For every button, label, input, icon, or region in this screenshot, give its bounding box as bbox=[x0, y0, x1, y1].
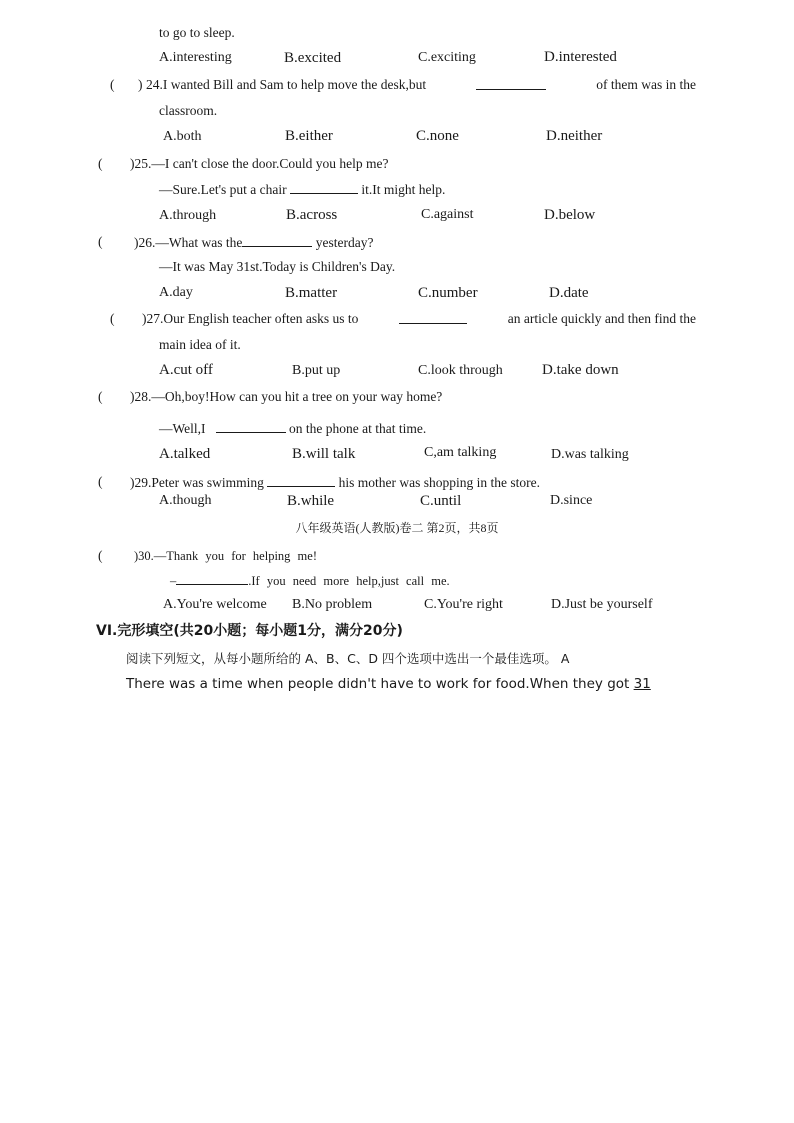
q26-option-d[interactable]: D.date bbox=[549, 285, 589, 301]
q29-number: )29. bbox=[130, 475, 152, 490]
q26-option-a[interactable]: A.day bbox=[159, 285, 193, 300]
q23-tail: to go to sleep. bbox=[159, 25, 235, 40]
q29-answer-blank[interactable] bbox=[267, 473, 335, 487]
q28-number: )28. bbox=[130, 389, 152, 404]
q26-paren-open: ( bbox=[98, 234, 103, 249]
q25-line2 bbox=[159, 180, 445, 199]
q30-response-after: .If you need more help,just call me. bbox=[248, 574, 450, 588]
q29-option-c[interactable]: C.until bbox=[420, 493, 462, 509]
q28-option-b[interactable]: B.will talk bbox=[292, 446, 356, 462]
q29-text-after: his mother was shopping in the store. bbox=[338, 475, 540, 490]
q29-stem bbox=[130, 473, 540, 492]
q27-continuation: main idea of it. bbox=[159, 337, 241, 352]
q30-paren-open: ( bbox=[98, 548, 103, 563]
q25-option-b[interactable]: B.across bbox=[286, 207, 338, 223]
q24-paren-close: ) bbox=[138, 77, 143, 92]
q27-option-d[interactable]: D.take down bbox=[542, 362, 619, 378]
q26-option-c[interactable]: C.number bbox=[418, 285, 478, 301]
q24-option-d[interactable]: D.neither bbox=[546, 128, 603, 144]
q28-option-d[interactable]: D.was talking bbox=[551, 447, 629, 462]
q25-answer-blank[interactable] bbox=[290, 180, 358, 194]
q30-line1 bbox=[134, 547, 317, 565]
q30-number: )30. bbox=[134, 549, 154, 563]
q25-paren-open: ( bbox=[98, 156, 103, 171]
q26-option-b[interactable]: B.matter bbox=[285, 285, 338, 301]
section-instruction: 阅读下列短文，从每小题所给的 A、B、C、D 四个选项中选出一个最佳选项。 A bbox=[126, 651, 570, 666]
q28-option-a[interactable]: A.talked bbox=[159, 446, 211, 462]
q23-option-a[interactable]: A.interesting bbox=[159, 50, 232, 65]
q28-line1 bbox=[130, 388, 442, 406]
q27-answer-blank[interactable] bbox=[399, 310, 467, 324]
q24-option-a[interactable]: A.both bbox=[163, 129, 202, 144]
q29-text-before: Peter was swimming bbox=[151, 475, 264, 490]
q30-question: —Thank you for helping me! bbox=[153, 549, 317, 563]
q26-line2: —It was May 31st.Today is Children's Day. bbox=[159, 259, 396, 274]
blank-31-number: 31 bbox=[633, 676, 651, 692]
q28-answer-blank[interactable] bbox=[216, 419, 286, 433]
page-footer: 八年级英语(人教版)卷二 第2页，共8页 bbox=[295, 521, 499, 535]
q26-answer-blank[interactable] bbox=[242, 233, 312, 247]
q24-answer-blank[interactable] bbox=[476, 76, 546, 90]
q24-text-before: I wanted Bill and Sam to help move the desk,but bbox=[162, 77, 427, 92]
q29-paren-open: ( bbox=[98, 474, 103, 489]
q28-line2 bbox=[159, 419, 426, 438]
q25-response-after: it.It might help. bbox=[361, 182, 446, 197]
q27-text-after: an article quickly and then find the bbox=[507, 311, 696, 326]
q30-dash: – bbox=[170, 574, 177, 588]
q24-text-after: of them was in the bbox=[596, 77, 696, 92]
q27-option-b[interactable]: B.put up bbox=[292, 363, 341, 378]
q29-option-a[interactable]: A.though bbox=[159, 493, 212, 508]
q24-stem bbox=[146, 76, 696, 94]
q28-option-c[interactable]: C,am talking bbox=[424, 445, 497, 460]
q28-paren-open: ( bbox=[98, 389, 103, 404]
q28-response-after: on the phone at that time. bbox=[289, 421, 427, 436]
q25-option-a[interactable]: A.through bbox=[159, 208, 217, 223]
q27-stem bbox=[142, 310, 696, 328]
q28-question: —Oh,boy!How can you hit a tree on your way home? bbox=[151, 389, 443, 404]
passage-text: There was a time when people didn't have to work for food.When they got bbox=[126, 676, 634, 692]
q30-answer-blank[interactable] bbox=[176, 571, 248, 585]
q27-paren-open: ( bbox=[110, 311, 115, 326]
q30-option-b[interactable]: B.No problem bbox=[292, 597, 373, 612]
section-title: VI.完形填空(共20小题；每小题1分，满分20分) bbox=[96, 623, 403, 639]
q24-continuation: classroom. bbox=[159, 103, 218, 118]
q27-text-before: Our English teacher often asks us to bbox=[163, 311, 359, 326]
q25-option-c[interactable]: C.against bbox=[421, 207, 474, 222]
q28-response-before: —Well,I bbox=[159, 421, 206, 436]
q26-question-after: yesterday? bbox=[315, 235, 374, 250]
q25-number: )25. bbox=[130, 156, 152, 171]
q30-option-d[interactable]: D.Just be yourself bbox=[551, 597, 653, 612]
q25-question: —I can't close the door.Could you help me? bbox=[151, 156, 389, 171]
q29-option-b[interactable]: B.while bbox=[287, 493, 335, 509]
q30-option-c[interactable]: C.You're right bbox=[424, 597, 503, 612]
q25-response-before: —Sure.Let's put a chair bbox=[159, 182, 287, 197]
q25-option-d[interactable]: D.below bbox=[544, 207, 596, 223]
q26-line1 bbox=[134, 233, 373, 252]
q24-number: 24. bbox=[146, 77, 163, 92]
q30-option-a[interactable]: A.You're welcome bbox=[163, 597, 267, 612]
passage-first-line bbox=[126, 675, 651, 693]
q26-number: )26. bbox=[134, 235, 156, 250]
q24-option-b[interactable]: B.either bbox=[285, 128, 333, 144]
q27-option-a[interactable]: A.cut off bbox=[159, 362, 213, 378]
q24-option-c[interactable]: C.none bbox=[416, 128, 459, 144]
q25-line1 bbox=[130, 155, 389, 173]
q27-option-c[interactable]: C.look through bbox=[418, 363, 503, 378]
q24-paren-open: ( bbox=[110, 77, 115, 92]
q23-option-d[interactable]: D.interested bbox=[544, 49, 617, 65]
q26-question-before: —What was the bbox=[155, 235, 243, 250]
q29-option-d[interactable]: D.since bbox=[550, 493, 593, 508]
q23-option-c[interactable]: C.exciting bbox=[418, 50, 476, 65]
q30-line2 bbox=[170, 571, 450, 590]
q23-option-b[interactable]: B.excited bbox=[284, 50, 342, 66]
q27-number: )27. bbox=[142, 311, 164, 326]
